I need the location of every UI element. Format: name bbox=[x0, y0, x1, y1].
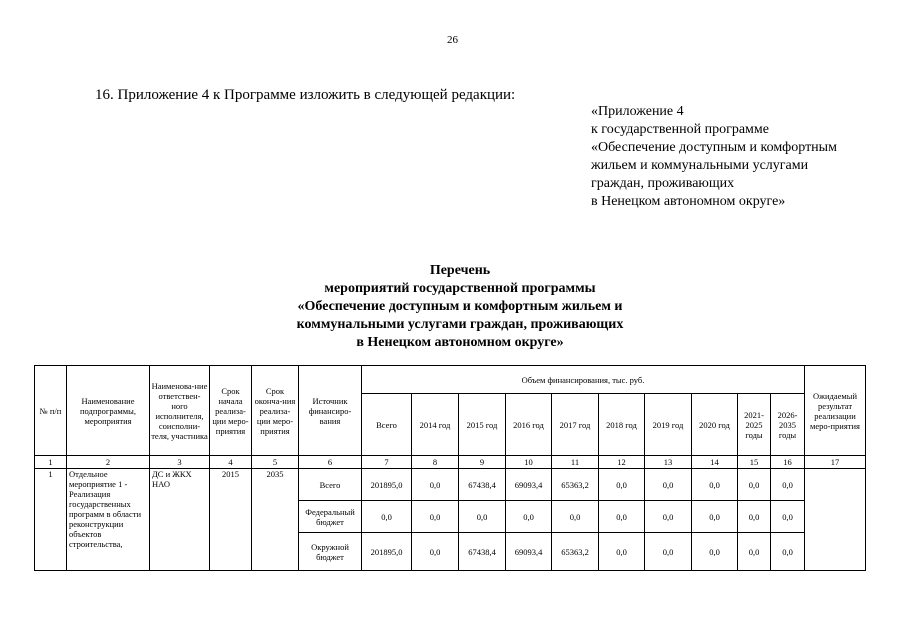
row-name: Отдельное мероприятие 1 - Реализация государственных программ в области реконструкции объектов строительства, bbox=[67, 469, 150, 571]
funding-value: 0,0 bbox=[692, 469, 738, 501]
funding-value: 0,0 bbox=[771, 469, 805, 501]
funding-value: 67438,4 bbox=[459, 533, 506, 571]
column-number: 16 bbox=[771, 456, 805, 469]
row-executor: ДС и ЖКХ НАО bbox=[150, 469, 210, 571]
header-end: Срок оконча-ния реализа-ции меро-приятия bbox=[252, 366, 299, 456]
funding-value: 69093,4 bbox=[506, 469, 552, 501]
title-line: «Обеспечение доступным и комфортным жильем и bbox=[297, 299, 623, 314]
header-source: Источник финансиро-вания bbox=[299, 366, 362, 456]
header-year: 2021-2025 годы bbox=[738, 394, 771, 456]
title-line: мероприятий государственной программы bbox=[324, 281, 596, 296]
funding-value: 201895,0 bbox=[362, 533, 412, 571]
appendix-line: «Обеспечение доступным и комфортным bbox=[591, 140, 837, 155]
funding-value: 0,0 bbox=[412, 533, 459, 571]
column-number: 9 bbox=[459, 456, 506, 469]
column-number: 13 bbox=[645, 456, 692, 469]
document-title bbox=[180, 262, 740, 352]
funding-value: 0,0 bbox=[738, 469, 771, 501]
funding-value: 0,0 bbox=[692, 501, 738, 533]
column-number: 14 bbox=[692, 456, 738, 469]
header-year: 2015 год bbox=[459, 394, 506, 456]
appendix-line: к государственной программе bbox=[591, 122, 769, 137]
header-year: 2014 год bbox=[412, 394, 459, 456]
source-label: Всего bbox=[299, 469, 362, 501]
header-year: 2019 год bbox=[645, 394, 692, 456]
column-number: 7 bbox=[362, 456, 412, 469]
funding-value: 0,0 bbox=[645, 501, 692, 533]
column-number: 8 bbox=[412, 456, 459, 469]
funding-value: 0,0 bbox=[412, 501, 459, 533]
row-result bbox=[805, 469, 866, 571]
header-executor: Наименова-ние ответствен-ного исполнителя, соисполни-теля, участника bbox=[150, 366, 210, 456]
funding-value: 65363,2 bbox=[552, 533, 599, 571]
funding-value: 0,0 bbox=[599, 533, 645, 571]
title-line: коммунальными услугами граждан, проживающих bbox=[296, 317, 624, 332]
column-number: 10 bbox=[506, 456, 552, 469]
funding-value: 0,0 bbox=[552, 501, 599, 533]
row-end: 2035 bbox=[252, 469, 299, 571]
column-number: 17 bbox=[805, 456, 866, 469]
header-result: Ожидаемый результат реализации меро-приятия bbox=[805, 366, 866, 456]
title-line: Перечень bbox=[429, 263, 491, 278]
column-number: 6 bbox=[299, 456, 362, 469]
funding-value: 0,0 bbox=[599, 501, 645, 533]
funding-value: 0,0 bbox=[738, 533, 771, 571]
funding-value: 69093,4 bbox=[506, 533, 552, 571]
instruction-text: 16. Приложение 4 к Программе изложить в следующей редакции: bbox=[95, 87, 516, 103]
column-number: 11 bbox=[552, 456, 599, 469]
column-number: 12 bbox=[599, 456, 645, 469]
source-label: Федеральный бюджет bbox=[299, 501, 362, 533]
appendix-line: «Приложение 4 bbox=[591, 104, 684, 119]
funding-value: 0,0 bbox=[459, 501, 506, 533]
funding-value: 0,0 bbox=[412, 469, 459, 501]
funding-value: 0,0 bbox=[692, 533, 738, 571]
row-num: 1 bbox=[35, 469, 67, 571]
funding-value: 65363,2 bbox=[552, 469, 599, 501]
appendix-header bbox=[591, 103, 837, 211]
column-number: 5 bbox=[252, 456, 299, 469]
column-number: 15 bbox=[738, 456, 771, 469]
funding-value: 0,0 bbox=[599, 469, 645, 501]
funding-value: 201895,0 bbox=[362, 469, 412, 501]
header-num: № п/п bbox=[35, 366, 67, 456]
funding-value: 0,0 bbox=[645, 469, 692, 501]
header-funding: Объем финансирования, тыс. руб. bbox=[362, 366, 805, 394]
funding-value: 0,0 bbox=[506, 501, 552, 533]
funding-value: 67438,4 bbox=[459, 469, 506, 501]
header-year: 2018 год bbox=[599, 394, 645, 456]
title-line: в Ненецком автономном округе» bbox=[356, 335, 564, 350]
activities-table bbox=[34, 365, 866, 571]
header-year: 2020 год bbox=[692, 394, 738, 456]
appendix-line: жильем и коммунальными услугами bbox=[591, 158, 809, 173]
page-number: 26 bbox=[447, 34, 458, 46]
header-year: 2017 год bbox=[552, 394, 599, 456]
funding-value: 0,0 bbox=[771, 533, 805, 571]
appendix-line: в Ненецком автономном округе» bbox=[591, 194, 786, 209]
funding-value: 0,0 bbox=[771, 501, 805, 533]
row-start: 2015 bbox=[210, 469, 252, 571]
header-year: 2016 год bbox=[506, 394, 552, 456]
funding-value: 0,0 bbox=[362, 501, 412, 533]
header-start: Срок начала реализа-ции меро-приятия bbox=[210, 366, 252, 456]
column-number: 3 bbox=[150, 456, 210, 469]
column-number: 1 bbox=[35, 456, 67, 469]
funding-value: 0,0 bbox=[645, 533, 692, 571]
header-name: Наименование подпрограммы, мероприятия bbox=[67, 366, 150, 456]
column-number: 4 bbox=[210, 456, 252, 469]
header-year: Всего bbox=[362, 394, 412, 456]
column-number: 2 bbox=[67, 456, 150, 469]
appendix-line: граждан, проживающих bbox=[591, 176, 735, 191]
funding-value: 0,0 bbox=[738, 501, 771, 533]
header-year: 2026-2035 годы bbox=[771, 394, 805, 456]
source-label: Окружной бюджет bbox=[299, 533, 362, 571]
